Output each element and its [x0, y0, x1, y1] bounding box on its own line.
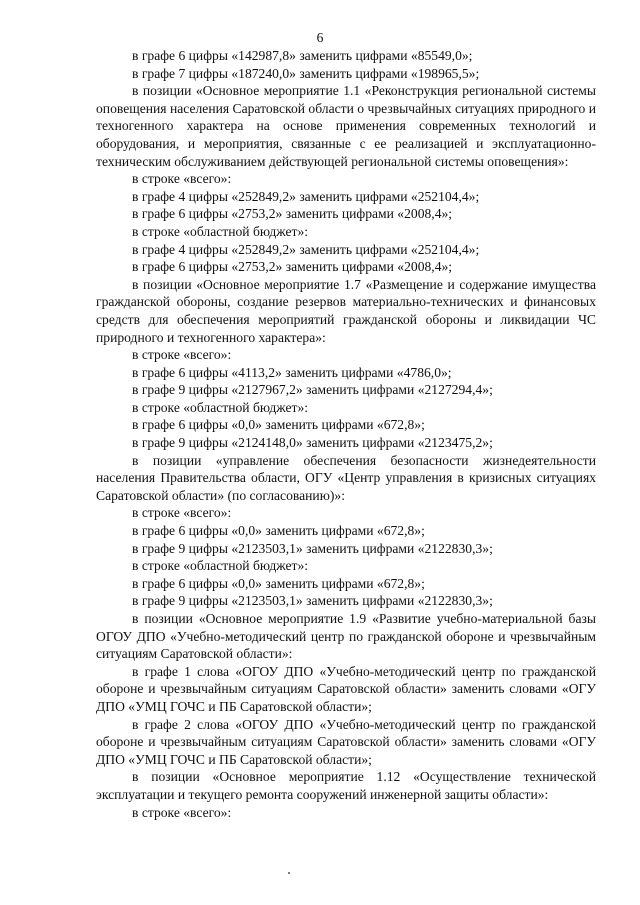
paragraph: в строке «всего»:: [132, 347, 232, 363]
paragraph: в графе 6 цифры «2753,2» заменить цифрами «2008,4»;: [132, 259, 453, 275]
paragraph: в строке «всего»:: [132, 505, 232, 521]
paragraph: в графе 4 цифры «252849,2» заменить цифрами «252104,4»;: [132, 188, 480, 204]
paragraph: в графе 6 цифры «0,0» заменить цифрами «672,8»;: [132, 575, 425, 591]
document-body: [96, 47, 596, 821]
page-number: 6: [316, 30, 324, 45]
paragraph: в графе 9 цифры «2124148,0» заменить цифрами «2123475,2»;: [132, 435, 493, 451]
paragraph: в позиции «Основное мероприятие 1.1 «Реконструкция региональной системы оповещения населения Саратовской области о чрезвычайных ситуациях природного и техногенного характера на основе применения современных технологий и оборудования, и мероприятия, связанные с ее реализацией и эксплуатационно-техническим обслуживанием действующей региональной системы оповещения»:: [96, 83, 596, 169]
paragraph: в графе 6 цифры «2753,2» заменить цифрами «2008,4»;: [132, 206, 453, 222]
paragraph: в позиции «управление обеспечения безопасности жизнедеятельности населения Правительства области, ОГУ «Центр управления в кризисных ситуациях Саратовской области» (по согласованию)»:: [96, 452, 596, 503]
paragraph: в графе 4 цифры «252849,2» заменить цифрами «252104,4»;: [132, 241, 480, 257]
scan-speck: [288, 872, 290, 874]
paragraph: в строке «всего»:: [132, 171, 232, 187]
paragraph: в графе 2 слова «ОГОУ ДПО «Учебно-методический центр по гражданской обороне и чрезвычайным ситуациям Саратовской области» заменить словами «ОГУ ДПО «УМЦ ГОЧС и ПБ Саратовской области»;: [96, 716, 596, 767]
paragraph: в графе 6 цифры «4113,2» заменить цифрами «4786,0»;: [132, 364, 452, 380]
paragraph: в позиции «Основное мероприятие 1.12 «Осуществление технической эксплуатации и текущего ремонта сооружений инженерной защиты области»:: [96, 769, 596, 802]
paragraph: в графе 6 цифры «0,0» заменить цифрами «672,8»;: [132, 523, 425, 539]
paragraph: в графе 9 цифры «2123503,1» заменить цифрами «2122830,3»;: [132, 593, 493, 609]
paragraph: в графе 6 цифры «142987,8» заменить цифрами «85549,0»;: [132, 48, 473, 63]
paragraph: в графе 9 цифры «2127967,2» заменить цифрами «2127294,4»;: [132, 382, 493, 398]
paragraph: в строке «областной бюджет»:: [132, 399, 309, 415]
paragraph: в позиции «Основное мероприятие 1.9 «Развитие учебно-материальной базы ОГОУ ДПО «Учебно-методический центр по гражданской обороне и чрезвычайным ситуациям Саратовской области»:: [96, 611, 596, 662]
paragraph: в графе 7 цифры «187240,0» заменить цифрами «198965,5»;: [132, 65, 480, 81]
paragraph: в строке «областной бюджет»:: [132, 223, 309, 239]
paragraph: в позиции «Основное мероприятие 1.7 «Размещение и содержание имущества гражданской обороны, создание резервов материально-технических и финансовых средств для обеспечения мероприятий гражданской обороны и ликвидации ЧС природного и техногенного характера»:: [96, 276, 596, 345]
paragraph: в графе 6 цифры «0,0» заменить цифрами «672,8»;: [132, 417, 425, 433]
paragraph: в строке «областной бюджет»:: [132, 558, 309, 574]
paragraph: в графе 1 слова «ОГОУ ДПО «Учебно-методический центр по гражданской обороне и чрезвычайным ситуациям Саратовской области» заменить словами «ОГУ ДПО «УМЦ ГОЧС и ПБ Саратовской области»;: [96, 663, 596, 714]
paragraph: в строке «всего»:: [132, 804, 232, 820]
paragraph: в графе 9 цифры «2123503,1» заменить цифрами «2122830,3»;: [132, 540, 493, 556]
